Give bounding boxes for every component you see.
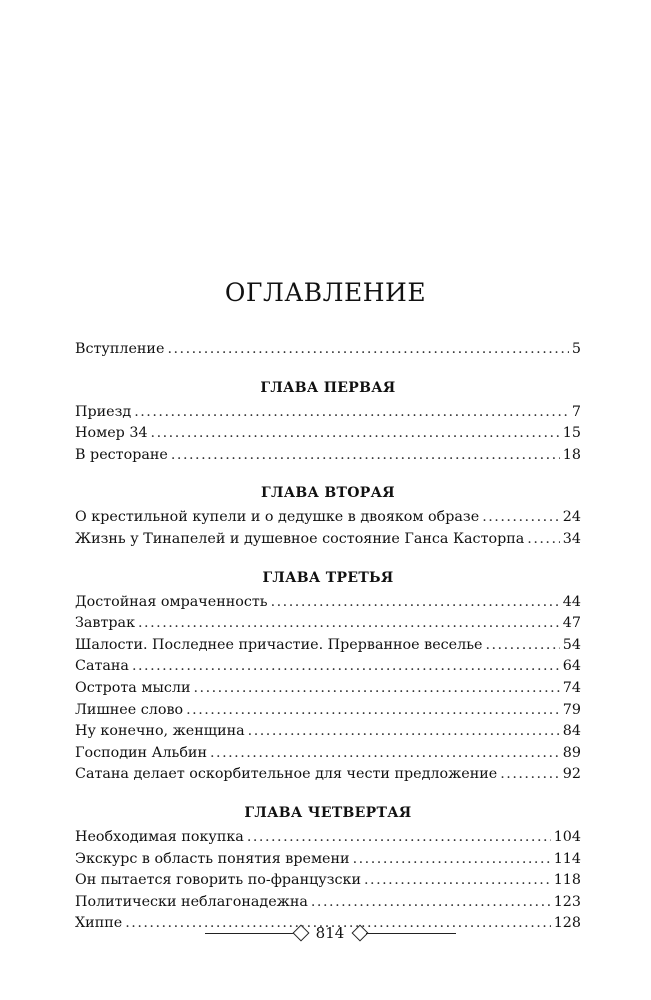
toc-entry[interactable] [75,870,581,892]
dot-leader [500,764,560,786]
toc-entry-label: Экскурс в область понятия времени [75,850,350,867]
dot-leader [151,423,560,445]
toc-entry-page: 128 [553,915,581,932]
toc-entry-label: Достойная омраченность [75,593,268,610]
toc-entry-page: 44 [562,593,581,610]
toc-entry-page: 89 [562,744,581,761]
dot-leader [194,678,560,700]
toc-entry[interactable] [75,656,581,678]
dot-leader [527,529,560,551]
dot-leader [132,656,560,678]
toc-entry[interactable] [75,743,581,765]
dot-leader [271,592,560,614]
dot-leader [138,613,560,635]
chapter-heading: ГЛАВА ТРЕТЬЯ [262,569,394,586]
page-number: 814 [315,924,345,942]
toc-entry-label: Господин Альбин [75,744,207,761]
footer-rule-right [366,933,456,934]
toc-entry-page: 7 [571,403,581,420]
toc-entry-page: 92 [562,766,581,783]
toc-entry-label: Сатана [75,658,129,675]
page-footer [0,922,651,946]
toc-entry-page: 24 [562,509,581,526]
toc-entry-label: Хиппе [75,915,123,932]
chapter-heading: ГЛАВА ПЕРВАЯ [260,379,396,396]
chapter-heading: ГЛАВА ЧЕТВЕРТАЯ [244,804,412,821]
toc-entry-label: Вступление [75,341,165,357]
toc-entry-page: 54 [562,636,581,653]
dot-leader [482,507,560,529]
toc-entry-label: В ресторане [75,446,168,463]
toc-entry-label: Политически неблагонадежна [75,893,308,910]
toc-entry[interactable] [75,423,581,445]
toc-entry[interactable] [75,764,581,786]
page-title: ОГЛАВЛЕНИЕ [224,278,427,307]
toc-entry[interactable] [75,529,581,551]
toc-entry-label: Лишнее слово [75,701,184,718]
toc-entry[interactable] [75,721,581,743]
toc-entry-label: Шалости. Последнее причастие. Прерванное веселье [75,636,483,653]
toc-entry-page: 79 [562,701,581,718]
toc-entry-label: Сатана делает оскорбительное для чести предложение [75,766,498,783]
toc-entry[interactable] [75,507,581,529]
toc-entry-label: Жизнь у Тинапелей и душевное состояние Ганса Касторпа [75,530,525,547]
toc-entry-label: Завтрак [75,615,136,632]
toc-entry-page: 47 [562,615,581,632]
toc-entry[interactable] [75,892,581,914]
dot-leader [353,849,551,871]
dot-leader [134,402,569,424]
toc-entry[interactable] [75,445,581,467]
toc-entry[interactable] [75,849,581,871]
dot-leader [210,743,560,765]
toc-entry-page: 123 [553,893,581,910]
toc-entry-page: 84 [562,723,581,740]
toc-entry-page: 114 [553,850,581,867]
toc-entry-page: 64 [562,658,581,675]
dot-leader [186,700,560,722]
toc-entry[interactable] [75,592,581,614]
toc-entry-label: Он пытается говорить по-французски [75,872,361,889]
diamond-ornament-icon [293,925,310,942]
toc-entry-label: О крестильной купели и о дедушке в двояком образе [75,509,480,526]
table-of-contents [75,339,581,935]
toc-entry[interactable] [75,678,581,700]
toc-entry-label: Приезд [75,403,132,420]
toc-entry[interactable] [75,827,581,849]
toc-entry-page: 74 [562,679,581,696]
chapter-heading: ГЛАВА ВТОРАЯ [261,485,395,502]
toc-entry[interactable] [75,700,581,722]
toc-entry[interactable] [75,613,581,635]
toc-entry-label: Необходимая покупка [75,828,244,845]
toc-entry[interactable] [75,635,581,657]
dot-leader [485,635,559,657]
toc-entry[interactable] [75,402,581,424]
toc-entry-page: 104 [553,828,581,845]
toc-entry-page: 118 [553,872,581,889]
toc-entry-label: Ну конечно, женщина [75,723,245,740]
dot-leader [171,445,560,467]
dot-leader [247,827,551,849]
footer-rule-left [205,933,295,934]
dot-leader [364,870,551,892]
toc-entry-page: 34 [562,530,581,547]
dot-leader [167,339,568,361]
toc-entry-intro[interactable] [75,339,581,361]
dot-leader [311,892,551,914]
toc-entry-label: Номер 34 [75,425,148,442]
toc-entry-page: 15 [562,425,581,442]
toc-entry-label: Острота мысли [75,679,191,696]
toc-entry-page: 18 [562,446,581,463]
dot-leader [248,721,560,743]
toc-entry-page: 5 [571,341,581,357]
